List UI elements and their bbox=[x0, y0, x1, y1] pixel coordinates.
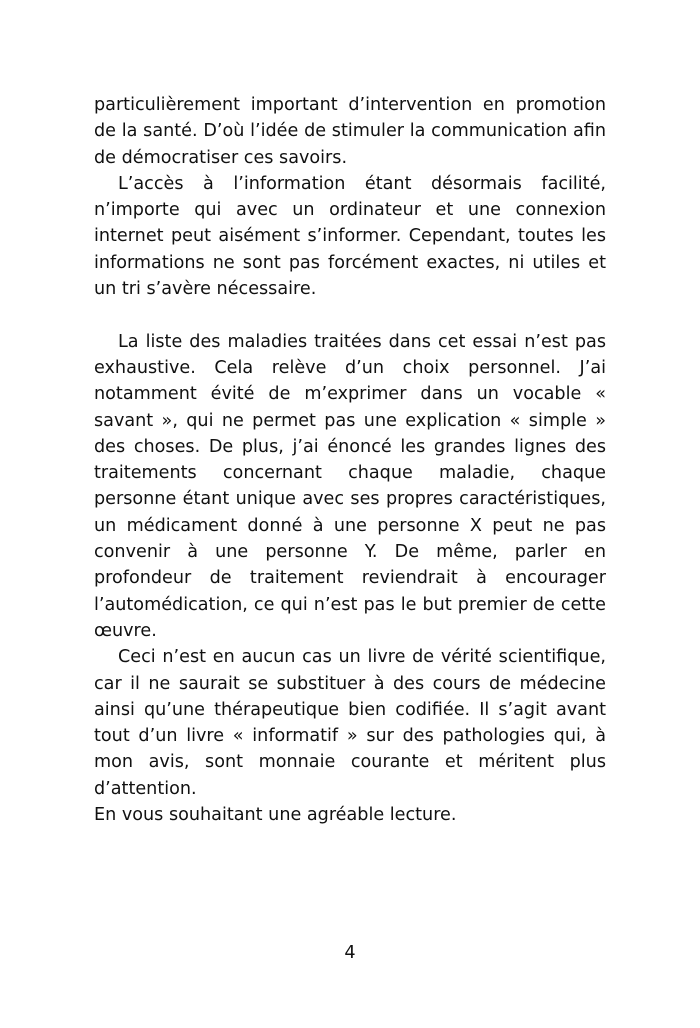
page-number: 4 bbox=[344, 943, 356, 963]
body-text bbox=[94, 92, 606, 828]
paragraph-closing: En vous souhaitant une agréable lecture. bbox=[94, 805, 457, 826]
paragraph-intro-continuation: particulièrement important d’intervention en promotion de la santé. D’où l’idée de stimuler la communication afin de démocratiser ces savoirs. bbox=[94, 95, 606, 168]
paragraph-spacer bbox=[94, 302, 606, 328]
paragraph-information-access: L’accès à l’information étant désormais facilité, n’importe qui avec un ordinateur et une connexion internet peut aisément s’informer. Cependant, toutes les informations ne sont pas forcément exactes, ni utiles et un tri s’avère nécessaire. bbox=[94, 173, 606, 300]
paragraph-disease-list: La liste des maladies traitées dans cet essai n’est pas exhaustive. Cela relève d’un choix personnel. J’ai notamment évité de m’exprimer dans un vocable « savant », qui ne permet pas une explication « simple » des choses. De plus, j’ai énoncé les grandes lignes des traitements concernant chaque maladie, chaque personne étant unique avec ses propres caractéristiques, un médicament donné à une personne X peut ne pas convenir à une personne Y. De même, parler en profondeur de traitement reviendrait à encourager l’automédication, ce qui n’est pas le but premier de cette œuvre. bbox=[94, 331, 606, 641]
paragraph-disclaimer: Ceci n’est en aucun cas un livre de vérité scientifique, car il ne saurait se substituer à des cours de médecine ainsi qu’une thérapeutique bien codifiée. Il s’agit avant tout d’un livre « informatif » sur des pathologies qui, à mon avis, sont monnaie courante et méritent plus d’attention. bbox=[94, 647, 606, 799]
